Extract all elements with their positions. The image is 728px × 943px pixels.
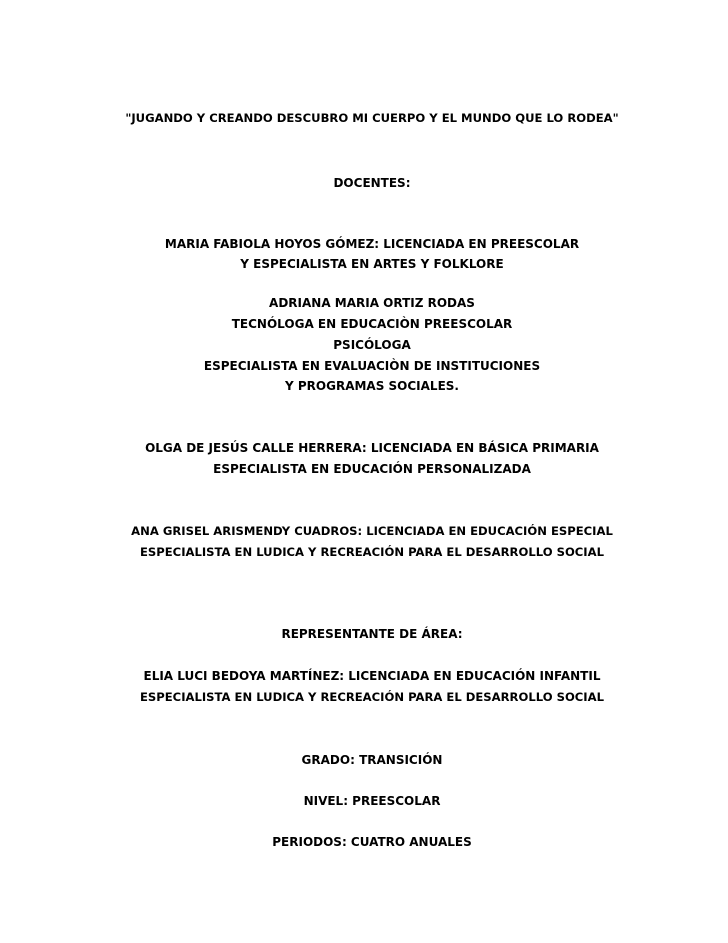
representante-line-1: ELIA LUCI BEDOYA MARTÍNEZ: LICENCIADA EN EDUCACIÓN INFANTIL	[143, 669, 601, 683]
nivel-line: NIVEL: PREESCOLAR	[303, 794, 441, 808]
teacher-4-line-2: ESPECIALISTA EN LUDICA Y RECREACIÓN PARA EL DESARROLLO SOCIAL	[140, 545, 604, 559]
teacher-3-line-2: ESPECIALISTA EN EDUCACIÓN PERSONALIZADA	[213, 462, 531, 476]
teacher-2-line-4: ESPECIALISTA EN EVALUACIÒN DE INSTITUCIONES	[203, 359, 541, 373]
teacher-1-line-2: Y ESPECIALISTA EN ARTES Y FOLKLORE	[240, 257, 504, 271]
representante-line-2: ESPECIALISTA EN LUDICA Y RECREACIÓN PARA EL DESARROLLO SOCIAL	[140, 690, 604, 704]
teacher-2-line-3: PSICÓLOGA	[333, 338, 411, 352]
teacher-4-line-1: ANA GRISEL ARISMENDY CUADROS: LICENCIADA EN EDUCACIÓN ESPECIAL	[131, 524, 613, 538]
teacher-2-line-5: Y PROGRAMAS SOCIALES.	[285, 379, 459, 393]
document-title: "JUGANDO Y CREANDO DESCUBRO MI CUERPO Y EL MUNDO QUE LO RODEA"	[125, 111, 619, 125]
teacher-2-line-1: ADRIANA MARIA ORTIZ RODAS	[269, 296, 475, 310]
teacher-1-line-1: MARIA FABIOLA HOYOS GÓMEZ: LICENCIADA EN PREESCOLAR	[164, 237, 580, 251]
grado-line: GRADO: TRANSICIÓN	[301, 753, 443, 767]
teacher-2-line-2: TECNÓLOGA EN EDUCACIÒN PREESCOLAR	[231, 317, 513, 331]
representante-heading: REPRESENTANTE DE ÁREA:	[281, 627, 463, 641]
teacher-3-line-1: OLGA DE JESÚS CALLE HERRERA: LICENCIADA EN BÁSICA PRIMARIA	[145, 441, 599, 455]
periodos-line: PERIODOS: CUATRO ANUALES	[272, 835, 472, 849]
docentes-heading: DOCENTES:	[333, 176, 411, 190]
